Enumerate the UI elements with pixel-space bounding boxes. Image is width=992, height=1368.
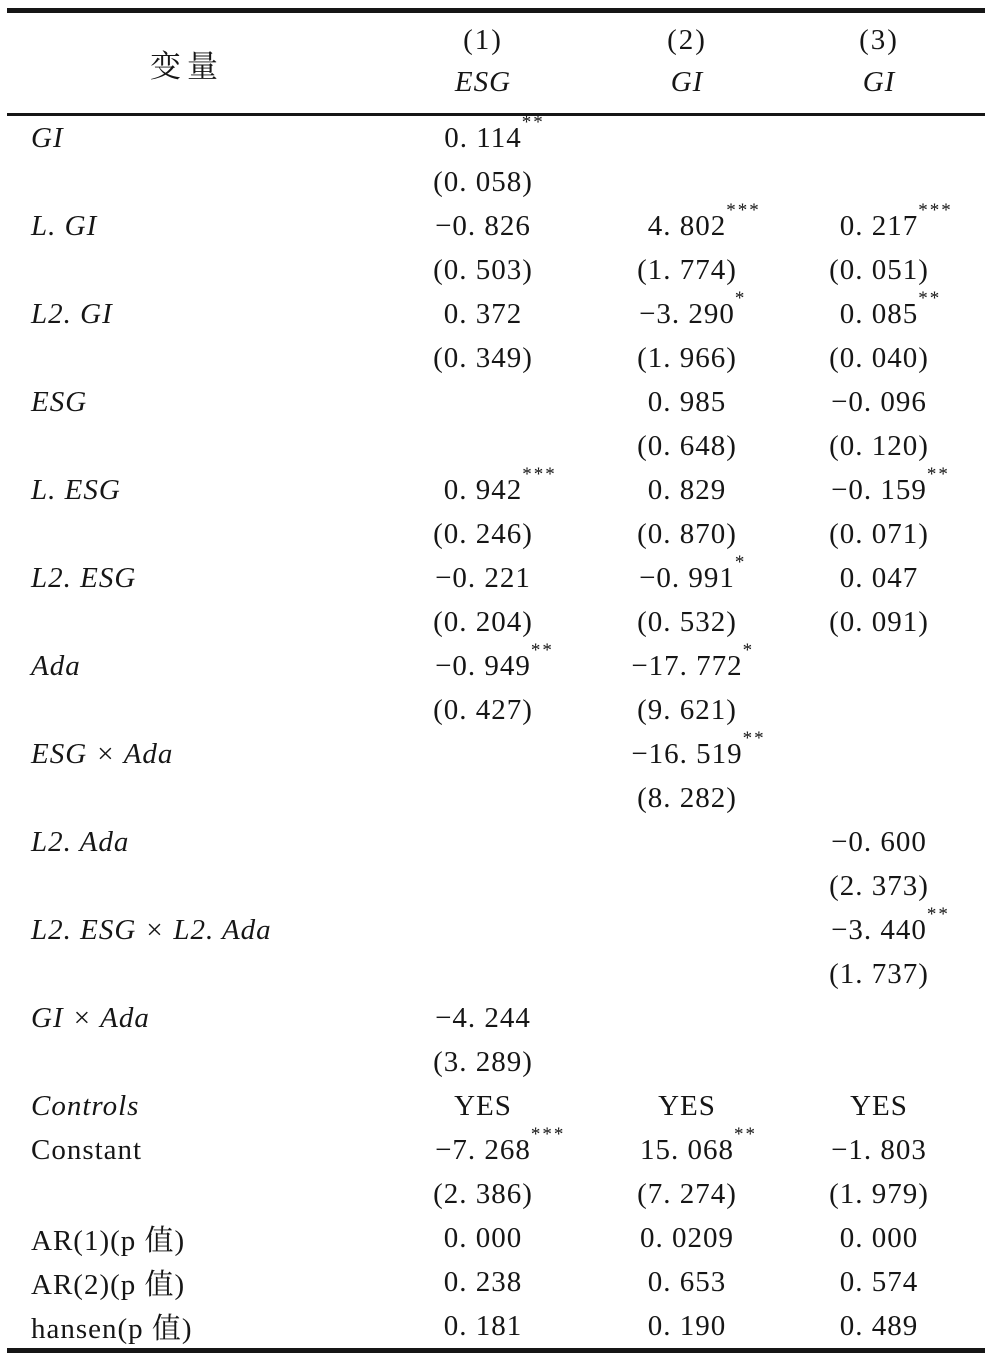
table-row-constant (7, 1123, 985, 1172)
cell-m1 (367, 562, 599, 595)
table-row (7, 727, 985, 776)
cell-m3 (775, 782, 983, 815)
row-label: Controls (31, 1089, 140, 1122)
significance-stars: ** (926, 463, 950, 485)
value: −0. 826 (435, 209, 531, 242)
cell-m3 (775, 694, 983, 727)
significance-stars: * (734, 551, 747, 573)
significance-stars: ** (742, 727, 766, 749)
cell-m2 (599, 1046, 775, 1079)
cell-m3 (775, 903, 983, 947)
cell-m1 (367, 738, 599, 771)
value: (0. 648) (637, 429, 737, 462)
table-header-row (7, 13, 985, 116)
value: (3. 289) (433, 1045, 533, 1078)
cell-m1 (367, 958, 599, 991)
cell-m1 (367, 1046, 599, 1079)
cell-m2 (599, 1123, 775, 1167)
model3-dependent-var: GI (862, 65, 896, 98)
cell-m1 (367, 430, 599, 463)
cell-m2 (599, 870, 775, 903)
significance-stars: *** (530, 1123, 566, 1145)
value: 0. 985 (647, 385, 727, 418)
row-label: L2. GI (31, 297, 113, 330)
cell-m3 (775, 122, 983, 155)
cell-m2 (599, 474, 775, 507)
cell-m1 (367, 254, 599, 287)
cell-m2 (599, 551, 775, 595)
variable-column-header: 变量 (150, 48, 224, 84)
cell-m2 (599, 430, 775, 463)
value: −0. 159 ** (831, 463, 950, 506)
table-row-se (7, 600, 985, 644)
table-row-se (7, 160, 985, 204)
table-row-se (7, 512, 985, 556)
cell-m1 (367, 386, 599, 419)
value: −1. 803 (831, 1133, 927, 1166)
cell-m1 (367, 463, 599, 507)
table-row-se (7, 688, 985, 732)
cell-m1 (367, 1266, 599, 1299)
cell-m3 (775, 562, 983, 595)
model2-header (599, 13, 775, 113)
cell-m2 (599, 606, 775, 639)
value: 0. 653 (647, 1265, 727, 1298)
table-row-se (7, 424, 985, 468)
model2-dependent-var: GI (670, 65, 704, 98)
cell-m1 (367, 1123, 599, 1167)
cell-m3 (775, 518, 983, 551)
value: (2. 373) (829, 869, 929, 902)
cell-m3 (775, 1090, 983, 1123)
cell-m1 (367, 1310, 599, 1343)
row-label: hansen(p 值) (31, 1312, 193, 1345)
value: 0. 574 (839, 1265, 919, 1298)
value: (0. 246) (433, 517, 533, 550)
cell-m3 (775, 606, 983, 639)
value: −0. 949 ** (435, 639, 554, 682)
cell-m2 (599, 639, 775, 683)
row-label: Constant (31, 1133, 143, 1166)
cell-m2 (599, 694, 775, 727)
cell-m3 (775, 958, 983, 991)
value: 0. 829 (647, 473, 727, 506)
value: (8. 282) (637, 781, 737, 814)
value: 0. 085 ** (839, 287, 942, 330)
value: −16. 519 ** (631, 727, 766, 770)
model1-number: (1) (463, 23, 503, 56)
table-row-se (7, 336, 985, 380)
value: 0. 181 (443, 1309, 523, 1342)
table-row (7, 111, 985, 160)
cell-m3 (775, 254, 983, 287)
significance-stars: * (734, 287, 747, 309)
cell-m1 (367, 518, 599, 551)
cell-m3 (775, 287, 983, 331)
table-row-ar1 (7, 1216, 985, 1260)
table-row-se (7, 864, 985, 908)
table-row (7, 903, 985, 952)
value: (0. 532) (637, 605, 737, 638)
significance-stars: ** (521, 111, 545, 133)
cell-m3 (775, 826, 983, 859)
significance-stars: ** (918, 287, 942, 309)
cell-m1 (367, 782, 599, 815)
cell-m2 (599, 1002, 775, 1035)
value: (1. 737) (829, 957, 929, 990)
table-row-se (7, 1172, 985, 1216)
cell-m2 (599, 727, 775, 771)
model1-dependent-var: ESG (454, 65, 512, 98)
cell-m3 (775, 738, 983, 771)
cell-m3 (775, 1266, 983, 1299)
model2-number: (2) (667, 23, 707, 56)
cell-m1 (367, 694, 599, 727)
value: 0. 114 ** (444, 111, 545, 154)
cell-m1 (367, 210, 599, 243)
cell-m2 (599, 166, 775, 199)
value: YES (850, 1089, 908, 1122)
row-label: Ada (31, 649, 81, 682)
table-row (7, 287, 985, 336)
cell-m2 (599, 254, 775, 287)
value: 0. 489 (839, 1309, 919, 1342)
row-label: AR(2)(p 值) (31, 1268, 186, 1301)
cell-m3 (775, 430, 983, 463)
cell-m3 (775, 342, 983, 375)
model1-header (367, 13, 599, 113)
table-row (7, 463, 985, 512)
regression-table (7, 8, 985, 1353)
value: 0. 0209 (640, 1221, 734, 1254)
significance-stars: *** (522, 463, 557, 485)
value: (9. 621) (637, 693, 737, 726)
value: 0. 000 (443, 1221, 523, 1254)
row-label: L2. Ada (31, 825, 130, 858)
value: (2. 386) (433, 1177, 533, 1210)
cell-m3 (775, 386, 983, 419)
row-label: AR(1)(p 值) (31, 1224, 186, 1257)
value: −0. 600 (831, 825, 927, 858)
cell-m1 (367, 870, 599, 903)
cell-m3 (775, 1222, 983, 1255)
value: (0. 120) (829, 429, 929, 462)
value: −0. 991 * (639, 551, 747, 594)
cell-m1 (367, 914, 599, 947)
row-label: GI × Ada (31, 1001, 150, 1034)
value: −4. 244 (435, 1001, 531, 1034)
cell-m1 (367, 826, 599, 859)
row-label: L2. ESG × L2. Ada (31, 913, 272, 946)
table-row (7, 996, 985, 1040)
significance-stars: *** (726, 199, 761, 221)
row-label: L. ESG (31, 473, 121, 506)
value: (0. 071) (829, 517, 929, 550)
significance-stars: ** (530, 639, 554, 661)
table-row-controls (7, 1084, 985, 1128)
cell-m2 (599, 958, 775, 991)
value: (1. 774) (637, 253, 737, 286)
table-row-hansen (7, 1304, 985, 1348)
value: 0. 047 (839, 561, 919, 594)
cell-m2 (599, 386, 775, 419)
cell-m2 (599, 782, 775, 815)
cell-m2 (599, 1222, 775, 1255)
value: YES (658, 1089, 716, 1122)
cell-m3 (775, 1002, 983, 1035)
cell-m2 (599, 826, 775, 859)
value: −17. 772 * (631, 639, 755, 682)
cell-m2 (599, 518, 775, 551)
table-row (7, 199, 985, 248)
significance-stars: * (742, 639, 755, 661)
cell-m3 (775, 1310, 983, 1343)
cell-m3 (775, 463, 983, 507)
value: −0. 096 (831, 385, 927, 418)
value: (1. 979) (829, 1177, 929, 1210)
cell-m3 (775, 166, 983, 199)
value: (7. 274) (637, 1177, 737, 1210)
table-row (7, 380, 985, 424)
value: (0. 058) (433, 165, 533, 198)
cell-m3 (775, 1046, 983, 1079)
cell-m1 (367, 111, 599, 155)
cell-m2 (599, 914, 775, 947)
value: 15. 068 ** (640, 1123, 757, 1166)
row-label: GI (31, 121, 64, 154)
cell-m2 (599, 1310, 775, 1343)
cell-m1 (367, 606, 599, 639)
value: −3. 290 * (639, 287, 747, 330)
value: 0. 942 *** (443, 463, 557, 506)
value: 0. 000 (839, 1221, 919, 1254)
value: (0. 870) (637, 517, 737, 550)
value: −3. 440 ** (831, 903, 950, 946)
cell-m1 (367, 166, 599, 199)
value: (0. 204) (433, 605, 533, 638)
cell-m2 (599, 1090, 775, 1123)
cell-m1 (367, 1178, 599, 1211)
cell-m1 (367, 1222, 599, 1255)
value: (1. 966) (637, 341, 737, 374)
cell-m3 (775, 1178, 983, 1211)
value: (0. 091) (829, 605, 929, 638)
cell-m3 (775, 1134, 983, 1167)
value: (0. 051) (829, 253, 929, 286)
table-row-se (7, 952, 985, 996)
table-row-se (7, 776, 985, 820)
significance-stars: ** (734, 1123, 757, 1145)
cell-m2 (599, 1178, 775, 1211)
cell-m1 (367, 298, 599, 331)
cell-m2 (599, 122, 775, 155)
significance-stars: *** (918, 199, 953, 221)
table-row (7, 820, 985, 864)
value: 0. 372 (443, 297, 523, 330)
table-row (7, 551, 985, 600)
value: (0. 040) (829, 341, 929, 374)
value: 0. 238 (443, 1265, 523, 1298)
cell-m2 (599, 287, 775, 331)
cell-m1 (367, 639, 599, 683)
model3-number: (3) (859, 23, 899, 56)
value: 4. 802 *** (647, 199, 761, 242)
table-row-se (7, 1040, 985, 1084)
cell-m2 (599, 1266, 775, 1299)
value: −7. 268 *** (435, 1123, 566, 1166)
table-row-se (7, 248, 985, 292)
cell-m1 (367, 1090, 599, 1123)
row-label: ESG × Ada (31, 737, 174, 770)
model3-header (775, 13, 983, 113)
value: YES (454, 1089, 512, 1122)
cell-m3 (775, 870, 983, 903)
significance-stars: ** (926, 903, 950, 925)
cell-m3 (775, 199, 983, 243)
cell-m1 (367, 342, 599, 375)
row-label: L. GI (31, 209, 98, 242)
value: (0. 427) (433, 693, 533, 726)
table-row-ar2 (7, 1260, 985, 1304)
cell-m2 (599, 342, 775, 375)
cell-m1 (367, 1002, 599, 1035)
cell-m3 (775, 650, 983, 683)
row-label: L2. ESG (31, 561, 137, 594)
value: 0. 190 (647, 1309, 727, 1342)
value: (0. 503) (433, 253, 533, 286)
table-row (7, 639, 985, 688)
row-label: ESG (31, 385, 88, 418)
value: 0. 217 *** (839, 199, 953, 242)
value: −0. 221 (435, 561, 531, 594)
value: (0. 349) (433, 341, 533, 374)
cell-m2 (599, 199, 775, 243)
